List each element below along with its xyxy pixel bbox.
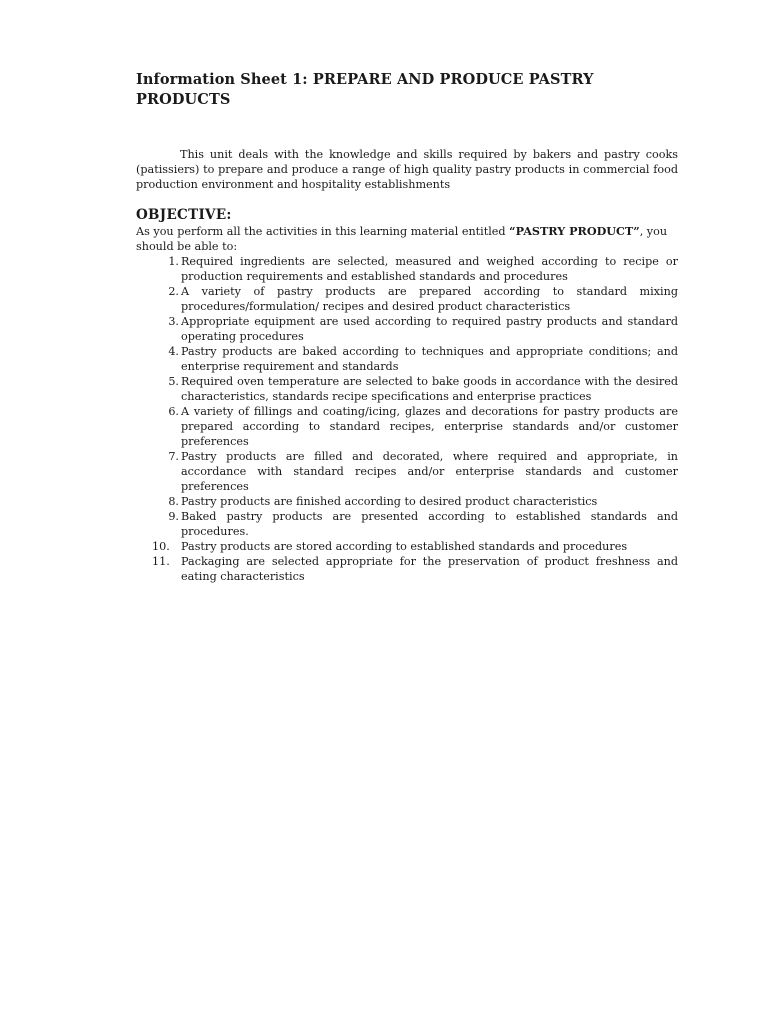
objective-heading: OBJECTIVE: [136,206,232,223]
list-number: 5. [168,375,179,389]
list-number: 8. [168,495,179,509]
list-item [152,539,678,554]
list-item-text: A variety of fillings and coating/icing, glazes and decorations for pastry products are prepared according to standard recipes, enterprise standards and/or customer preferences [181,405,678,449]
list-item-text: Pastry products are stored according to established standards and procedures [181,540,628,554]
list-item-text: Baked pastry products are presented according to established standards and procedures. [181,510,678,539]
list-item [157,344,678,374]
list-number: 3. [168,315,179,329]
list-number: 2. [168,285,179,299]
objective-lead-tail: , you should be able to: [136,224,668,253]
list-item [152,554,678,584]
list-item-text: Pastry products are filled and decorated, where required and appropriate, in accordance with standard recipes and/or enterprise standards and customer preferences [181,450,678,494]
list-number: 10. [152,540,170,554]
title-topic: PREPARE AND PRODUCE PASTRY PRODUCTS [136,71,594,108]
list-item-text: Pastry products are finished according to desired product characteristics [181,495,598,509]
list-item-text: Required ingredients are selected, measured and weighed according to recipe or production requirements and established standards and procedures [181,255,678,284]
list-item [157,374,678,404]
list-item [157,314,678,344]
list-item-text: Required oven temperature are selected to bake goods in accordance with the desired characteristics, standards recipe specifications and enterprise practices [181,375,678,404]
list-item [157,509,678,539]
list-item [157,404,678,449]
list-number: 1. [168,255,179,269]
page-title [136,70,678,110]
objective-lead-title: “PASTRY PRODUCT” [509,223,640,238]
list-item-text: Packaging are selected appropriate for the preservation of product freshness and eating characteristics [181,555,678,584]
list-item [157,254,678,284]
objective-lead [136,224,678,254]
list-number: 4. [168,345,179,359]
title-prefix: Information Sheet 1: [136,71,313,88]
intro-paragraph: This unit deals with the knowledge and skills required by bakers and pastry cooks (patissiers) to prepare and produce a range of high quality pastry products in commercial food production environment and hospitality establishments [136,148,678,192]
list-number: 9. [168,510,179,524]
objective-lead-text: As you perform all the activities in this learning material entitled [136,224,510,238]
list-item-text: Appropriate equipment are used according to required pastry products and standard operating procedures [181,315,678,344]
list-number: 7. [168,450,179,464]
list-item [157,449,678,494]
list-item [157,284,678,314]
list-item-text: Pastry products are baked according to techniques and appropriate conditions; and enterprise requirement and standards [181,345,678,374]
list-number: 6. [168,405,179,419]
objectives-list [136,254,678,584]
information-sheet [136,70,678,584]
list-item-text: A variety of pastry products are prepared according to standard mixing procedures/formulation/ recipes and desired product characteristics [181,285,678,314]
list-number: 11. [152,555,170,569]
list-item [157,494,678,509]
